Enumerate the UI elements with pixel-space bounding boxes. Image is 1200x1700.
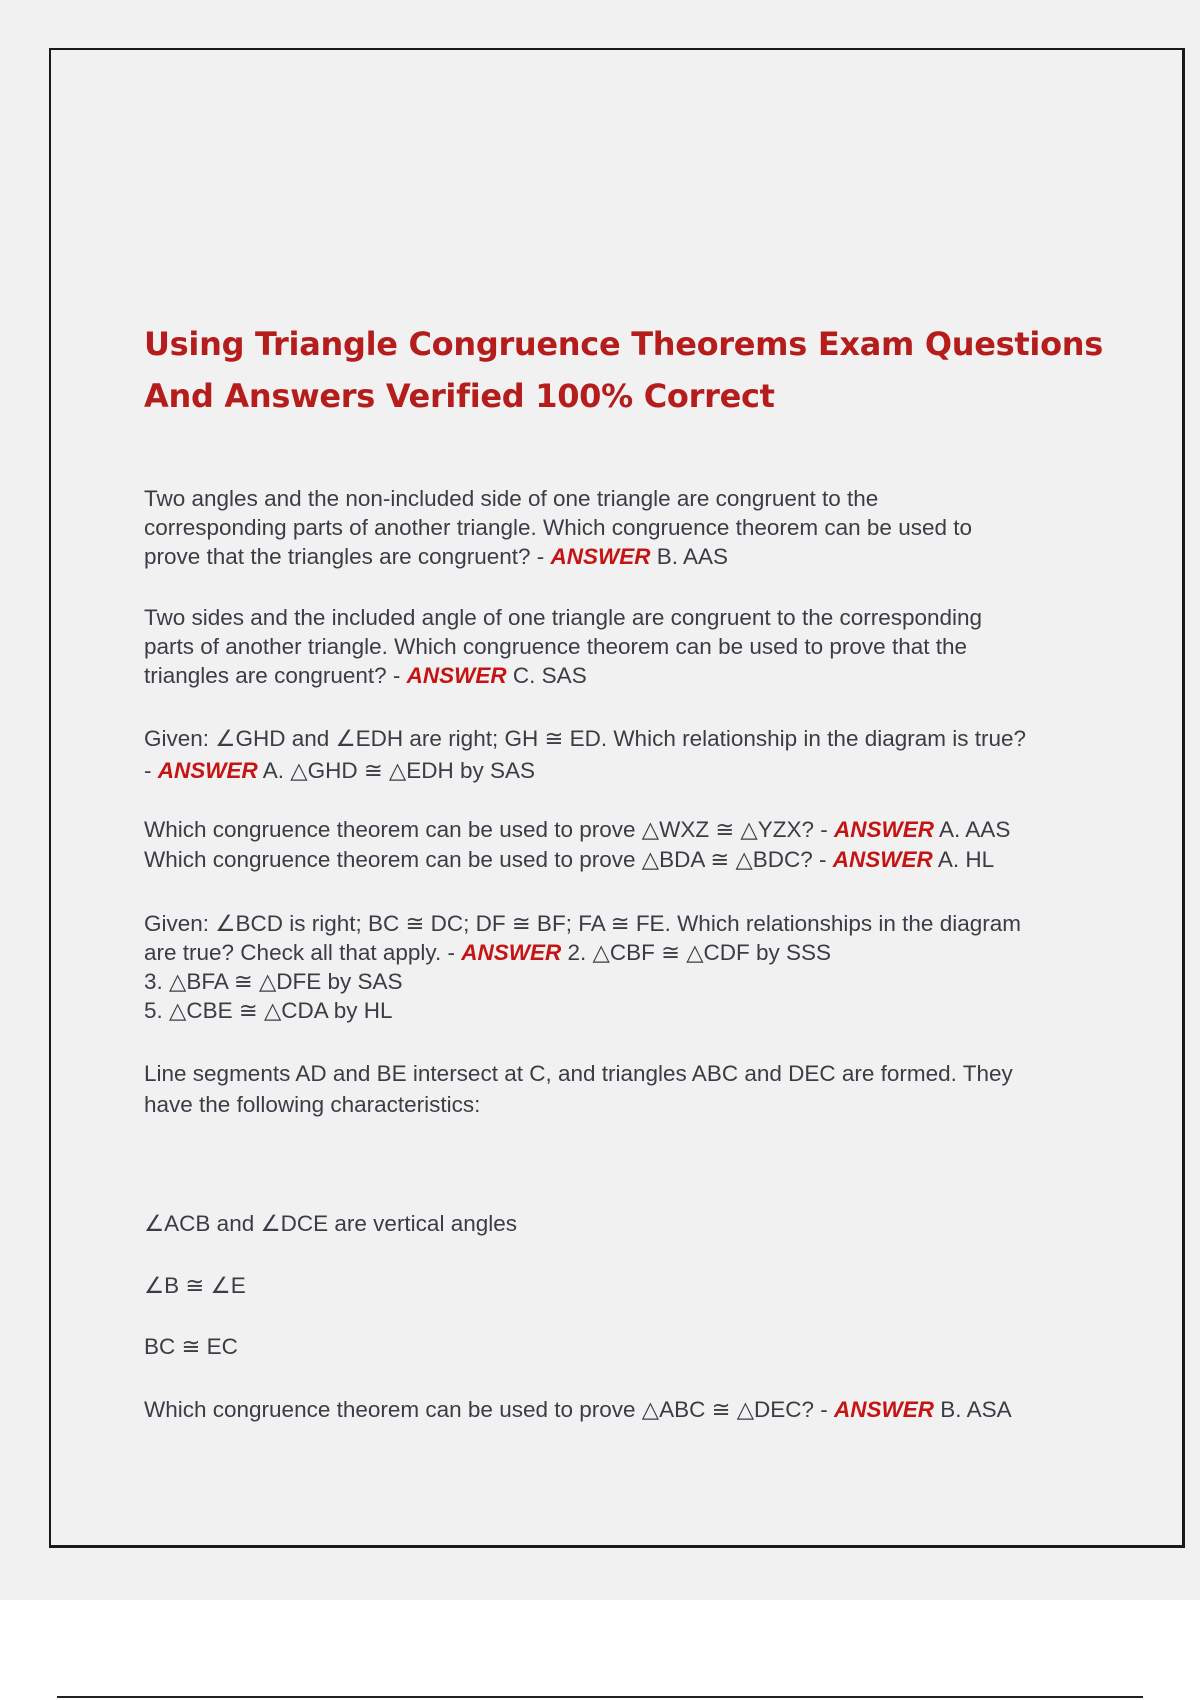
- answer-label: ANSWER: [834, 1397, 935, 1422]
- question-text: Given: ∠GHD and ∠EDH are right; GH ≅ ED. Which relationship in the diagram is true?: [144, 726, 1027, 751]
- title-line-2: And Answers Verified 100% Correct: [144, 377, 775, 415]
- answer-text: 5. △CBE ≅ △CDA by HL: [144, 998, 393, 1023]
- answer-text: 2. △CBF ≅ △CDF by SSS: [567, 940, 832, 965]
- question-text: Line segments AD and BE intersect at C, and triangles ABC and DEC are formed. They: [144, 1061, 1013, 1086]
- question-text: Which congruence theorem can be used to prove △WXZ ≅ △YZX? -: [144, 817, 835, 842]
- question-text: Given: ∠BCD is right; BC ≅ DC; DF ≅ BF; FA ≅ FE. Which relationships in the diagram: [144, 911, 1021, 936]
- answer-label: ANSWER: [550, 544, 651, 569]
- question-text: Which congruence theorem can be used to prove △BDA ≅ △BDC? -: [144, 847, 833, 872]
- question-text: prove that the triangles are congruent? -: [144, 544, 551, 569]
- qa-item-1: [144, 484, 1104, 571]
- fact-line: ∠B ≅ ∠E: [144, 1273, 246, 1298]
- answer-label: ANSWER: [834, 817, 935, 842]
- fact-line: BC ≅ EC: [144, 1334, 238, 1359]
- qa-item-7-intro: [144, 1058, 1104, 1120]
- answer-text: A. HL: [937, 847, 995, 872]
- answer-label: ANSWER: [406, 663, 507, 688]
- footer-divider: [57, 1696, 1143, 1698]
- question-text: Two sides and the included angle of one triangle are congruent to the corresponding: [144, 605, 983, 630]
- question-text: triangles are congruent? -: [144, 663, 407, 688]
- answer-text: 3. △BFA ≅ △DFE by SAS: [144, 969, 403, 994]
- qa-item-5: [144, 845, 1104, 875]
- qa-item-6: [144, 909, 1104, 1025]
- answer-label: ANSWER: [461, 940, 562, 965]
- question-text: are true? Check all that apply. -: [144, 940, 462, 965]
- answer-text: A. AAS: [939, 817, 1011, 842]
- question-text: Which congruence theorem can be used to prove △ABC ≅ △DEC? -: [144, 1397, 835, 1422]
- qa-item-2: [144, 603, 1104, 690]
- answer-label: ANSWER: [157, 758, 258, 783]
- question-text: -: [144, 758, 158, 783]
- question-text: Two angles and the non-included side of one triangle are congruent to the: [144, 486, 879, 511]
- answer-label: ANSWER: [832, 847, 933, 872]
- qa-item-7: [144, 1395, 1104, 1424]
- question-text: have the following characteristics:: [144, 1092, 481, 1117]
- question-text: parts of another triangle. Which congruence theorem can be used to prove that the: [144, 634, 967, 659]
- page-border-frame: [49, 48, 1185, 1548]
- qa-item-4: [144, 815, 1104, 875]
- title-line-1: Using Triangle Congruence Theorems Exam Questions: [144, 325, 1104, 363]
- document-title: [144, 318, 1104, 422]
- answer-text: B. AAS: [656, 544, 729, 569]
- question-text: corresponding parts of another triangle. Which congruence theorem can be used to: [144, 515, 972, 540]
- answer-text: B. ASA: [940, 1397, 1012, 1422]
- fact-line: ∠ACB and ∠DCE are vertical angles: [144, 1211, 517, 1236]
- qa-item-3: [144, 723, 1104, 787]
- answer-text: A. △GHD ≅ △EDH by SAS: [262, 758, 536, 783]
- answer-text: C. SAS: [512, 663, 587, 688]
